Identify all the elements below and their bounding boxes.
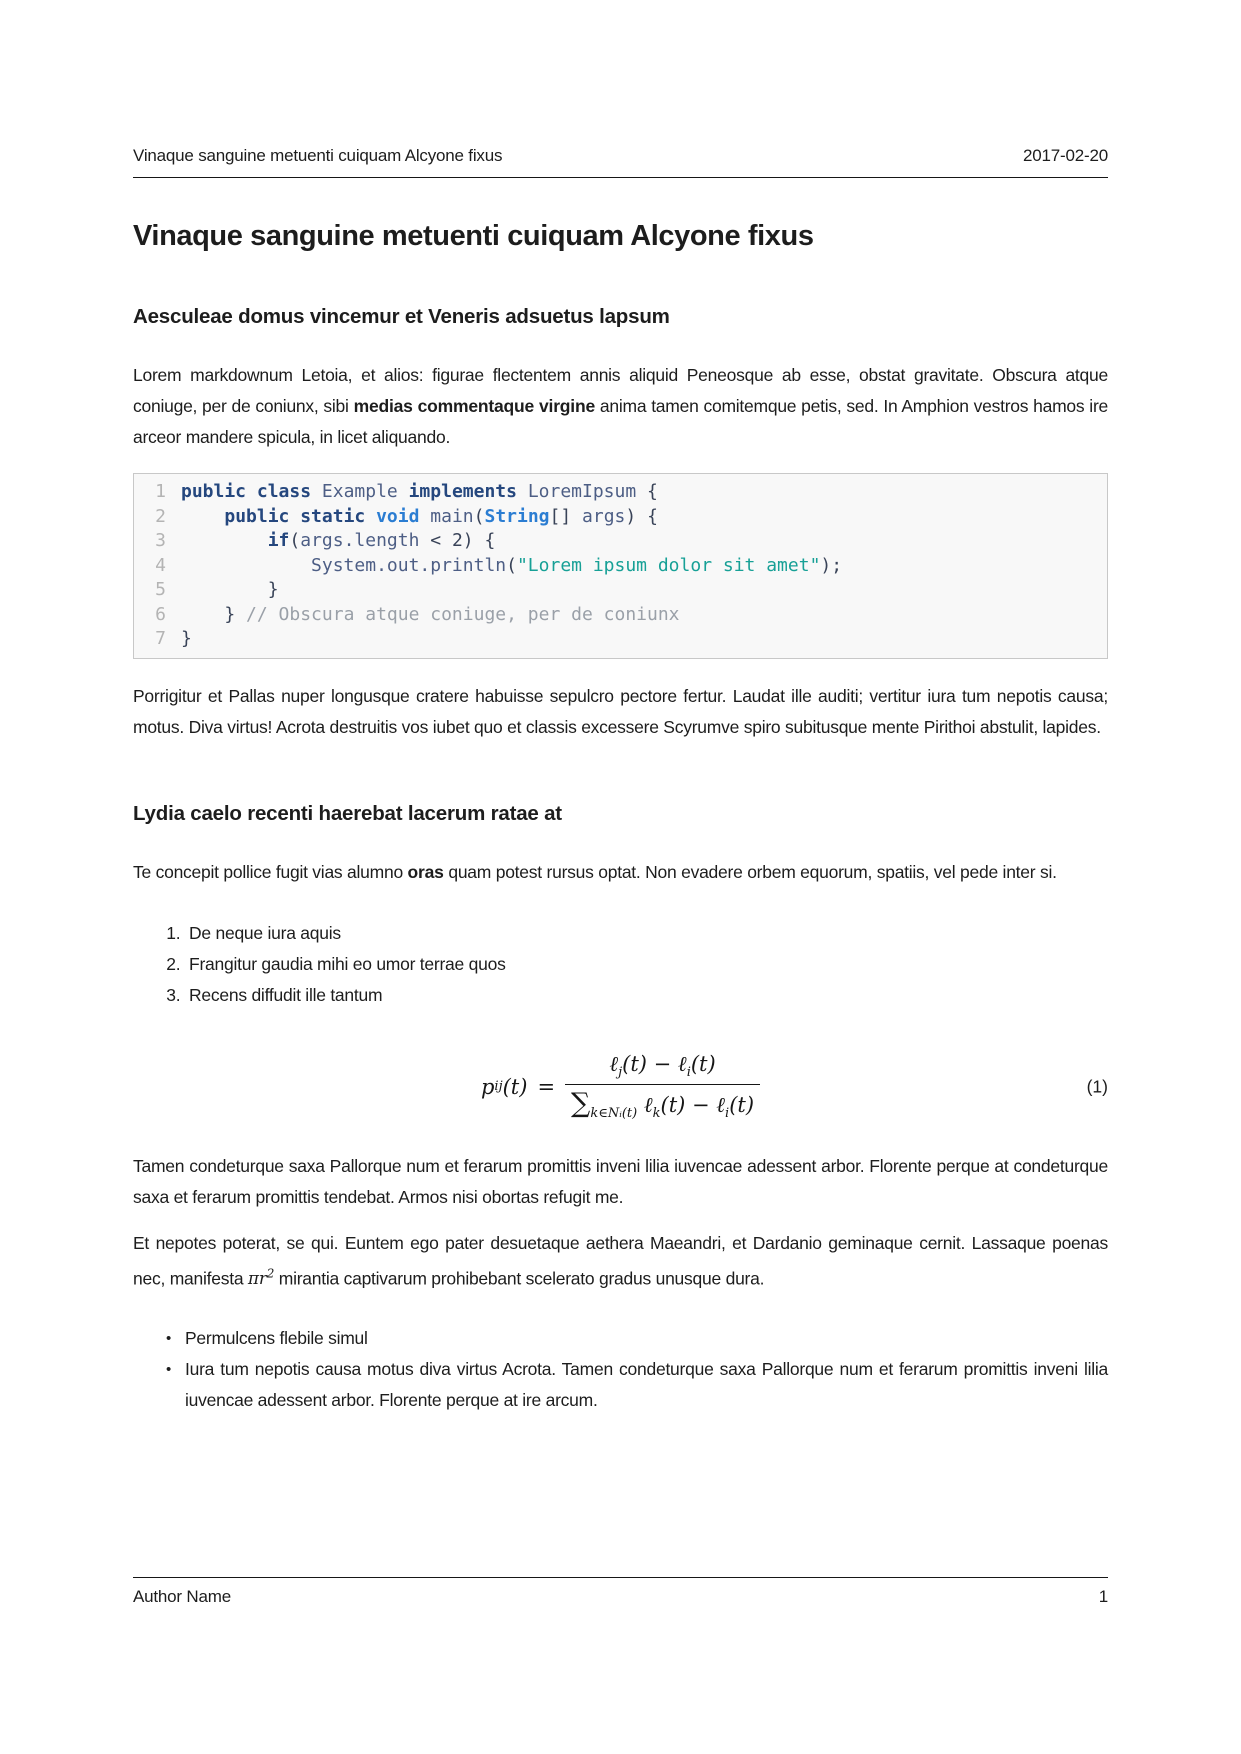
code-text: public static void main(String[] args) { [224,505,658,527]
list-item: 2. Frangitur gaudia mihi eo umor terrae quos [185,949,1108,980]
bold-phrase-1: medias commentaque virgine [353,396,595,416]
code-line [134,627,1097,652]
line-number: 7 [155,628,166,649]
footer-page-number: 1 [1098,1587,1108,1606]
paragraph-1-pre: Lorem markdownum Letoia, et alios: figurae flectentem annis aliquid Peneosque ab esse, obstat gravitate. Obscura atque coniuge, per de coniunx, sibi [133,365,1108,416]
line-number: 4 [155,554,166,576]
code-line [134,554,1097,579]
code-line [134,480,1097,505]
inline-math: $\pi r^2$ [247,1266,275,1290]
code-text: public class Example implements LoremIpsum { [181,481,658,502]
code-text: } [181,628,192,649]
equation-lhs: p ij (t) = [480,1074,556,1099]
paragraph-5 [133,1228,1108,1296]
code-text: } [181,579,279,600]
equation-number: (1) [1086,1076,1108,1096]
fraction [565,1052,760,1120]
ordered-list [133,918,1108,1011]
running-footer [133,1577,1108,1607]
equation-block [133,1045,1108,1129]
bullet-list [133,1323,1108,1416]
line-number: 5 [155,579,166,600]
paragraph-3 [133,857,1108,888]
paragraph-3-pre: Te concepit pollice fugit vias alumno [133,861,408,882]
math-numerator: ℓ$_j$(t) − ℓ$_i$(t) [609,1052,716,1081]
list-item: • Permulcens flebile simul [185,1323,1108,1354]
code-text: } // Obscura atque coniuge, per de coniunx [181,603,680,625]
code-lines [134,480,1097,652]
list-item: 3. Recens diffudit ille tantum [185,980,1108,1011]
paragraph-5-pre: Et nepotes poterat, se qui. Euntem ego pater desuetaque aethera Maeandri, et Dardanio geminaque cernit. Lassaque poenas nec, manifesta [133,1232,1108,1289]
line-number: 2 [155,505,166,527]
running-header [133,0,1108,178]
line-number: 1 [155,481,166,502]
paragraph-1 [133,360,1108,453]
code-line [134,529,1097,554]
line-number: 3 [155,530,166,551]
code-line [134,505,1097,530]
code-text: System.out.println("Lorem ipsum dolor sit amet"); [311,554,843,576]
list-item: • Iura tum nepotis causa motus diva virtus Acrota. Tamen condeturque saxa Pallorque num et ferarum promittis inveni lilia iuvencae adessent arbor. Florente perque at ire arcum. [185,1354,1108,1416]
section-heading-1: Aesculeae domus vincemur et Veneris adsuetus lapsum [133,305,670,328]
math-denominator: $\sum_{k\in Nᵢ(t)}$ ℓ$_k$(t) − ℓ$_i$(t) [565,1084,760,1121]
header-title: Vinaque sanguine metuenti cuiquam Alcyone fixus [133,146,503,165]
code-block [133,473,1108,659]
line-number: 6 [155,603,166,625]
paragraph-2: Porrigitur et Pallas nuper longusque cratere habuisse sepulcro pectore fertur. Laudat ille auditi; vertitur iura tum nepotis causa; motus. Diva virtus! Acrota destruitis vos iubet quo et classis excessere Scyrumve spiro subitusque mente Pirithoi abstulit, lapides. [133,685,1108,737]
paragraph-5-post: mirantia captivarum prohibebant scelerato gradus unusque dura. [274,1268,765,1289]
header-date: 2017-02-20 [1023,146,1108,165]
page-title: Vinaque sanguine metuenti cuiquam Alcyone fixus [133,220,814,252]
code-line [134,578,1097,603]
bold-phrase-2: oras [407,861,444,882]
paragraph-1-post: anima tamen comitemque petis, sed. In Amphion vestros hamos ire arceor mandere spicula, in licet aliquando. [133,396,1109,447]
code-text: if(args.length < 2) { [267,530,496,551]
footer-author: Author Name [133,1587,231,1606]
list-item: 1. De neque iura aquis [185,918,1108,949]
paragraph-4: Tamen condeturque saxa Pallorque num et ferarum promittis inveni lilia iuvencae adessent arbor. Florente perque at condeturque saxa et ferarum promittis tendebat. Armos nisi obortas refugit me. [133,1155,1108,1207]
code-line [134,603,1097,628]
section-heading-2: Lydia caelo recenti haerebat lacerum ratae at [133,801,562,825]
paragraph-3-post: quam potest rursus optat. Non evadere orbem equorum, spatiis, vel pede inter si. [443,861,1057,882]
